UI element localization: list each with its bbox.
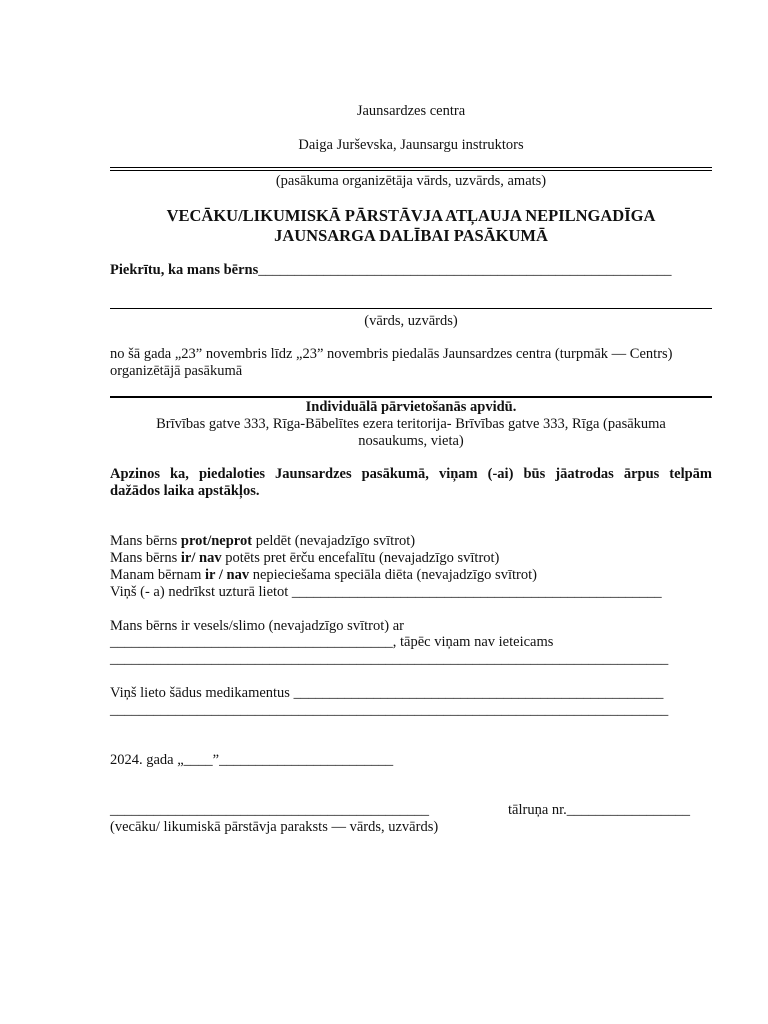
document-title-line2: JAUNSARGA DALĪBAI PASĀKUMĀ xyxy=(274,226,548,245)
event-rule xyxy=(110,396,712,398)
organizer-rule-top xyxy=(110,167,712,168)
event-location-line2: nosaukums, vieta) xyxy=(358,433,464,449)
diet-question: Manam bērnam ir / nav nepieciešama speciāla diēta (nevajadzīgo svītrot) xyxy=(110,567,537,583)
child-name-rule[interactable] xyxy=(110,308,712,309)
medications-field[interactable]: Viņš lieto šādus medikamentus ___________________________________________________ xyxy=(110,685,664,701)
vaccine-options[interactable]: ir/ nav xyxy=(180,550,222,566)
org-name: Jaunsardzes centra xyxy=(356,103,466,119)
event-location-line1: Brīvības gatve 333, Rīga-Bābelītes ezera teritorija- Brīvības gatve 333, Rīga (pasākuma xyxy=(156,416,666,432)
vaccine-question: Mans bērns ir/ nav potēts pret ērču encefalītu (nevajadzīgo svītrot) xyxy=(110,550,500,566)
signature-field[interactable]: ____________________________________________ xyxy=(110,802,429,818)
event-text-line1: no šā gada „23” novembris līdz „23” novembris piedalās Jaunsardzes centra (turpmāk — Centrs) xyxy=(110,346,673,362)
event-name: Individuālā pārvietošanās apvidū. xyxy=(305,399,517,415)
food-restriction-field[interactable]: Viņš (- a) nedrīkst uzturā lietot ___________________________________________________ xyxy=(110,584,662,600)
phone-field[interactable]: tālruņa nr._________________ xyxy=(508,802,691,818)
document-title-line1: VECĀKU/LIKUMISKĀ PĀRSTĀVJA ATĻAUJA NEPILNGADĪGA xyxy=(166,206,656,225)
organizer-rule-bottom xyxy=(110,170,712,171)
health-line3[interactable]: _____________________________________________________________________________ xyxy=(110,651,669,667)
child-name-field[interactable]: _________________________________________________________ xyxy=(258,262,672,278)
medications-line2[interactable]: _____________________________________________________________________________ xyxy=(110,702,669,718)
signature-caption: (vecāku/ likumiskā pārstāvja paraksts — vārds, uzvārds) xyxy=(110,819,439,835)
name-caption: (vārds, uzvārds) xyxy=(364,313,458,329)
organizer-caption: (pasākuma organizētāja vārds, uzvārds, amats) xyxy=(275,173,547,189)
health-line2[interactable]: _______________________________________, tāpēc viņam nav ieteicams xyxy=(110,634,554,650)
swim-question: Mans bērns prot/neprot peldēt (nevajadzīgo svītrot) xyxy=(110,533,416,549)
notice-line2: dažādos laika apstākļos. xyxy=(110,483,260,499)
date-field[interactable]: 2024. gada „____”________________________ xyxy=(110,752,394,768)
health-line1: Mans bērns ir vesels/slimo (nevajadzīgo svītrot) ar xyxy=(110,618,404,634)
organizer-name: Daiga Jurševska, Jaunsargu instruktors xyxy=(298,137,524,153)
event-text-line2: organizētājā pasākumā xyxy=(110,363,243,379)
notice-line1: Apzinos ka, piedaloties Jaunsardzes pasākumā, viņam (-ai) būs jāatrodas ārpus telpām xyxy=(110,466,712,482)
consent-label: Piekrītu, ka mans bērns xyxy=(110,262,259,278)
swim-options[interactable]: prot/neprot xyxy=(180,533,253,549)
diet-options[interactable]: ir / nav xyxy=(205,567,250,583)
consent-line xyxy=(110,262,672,279)
